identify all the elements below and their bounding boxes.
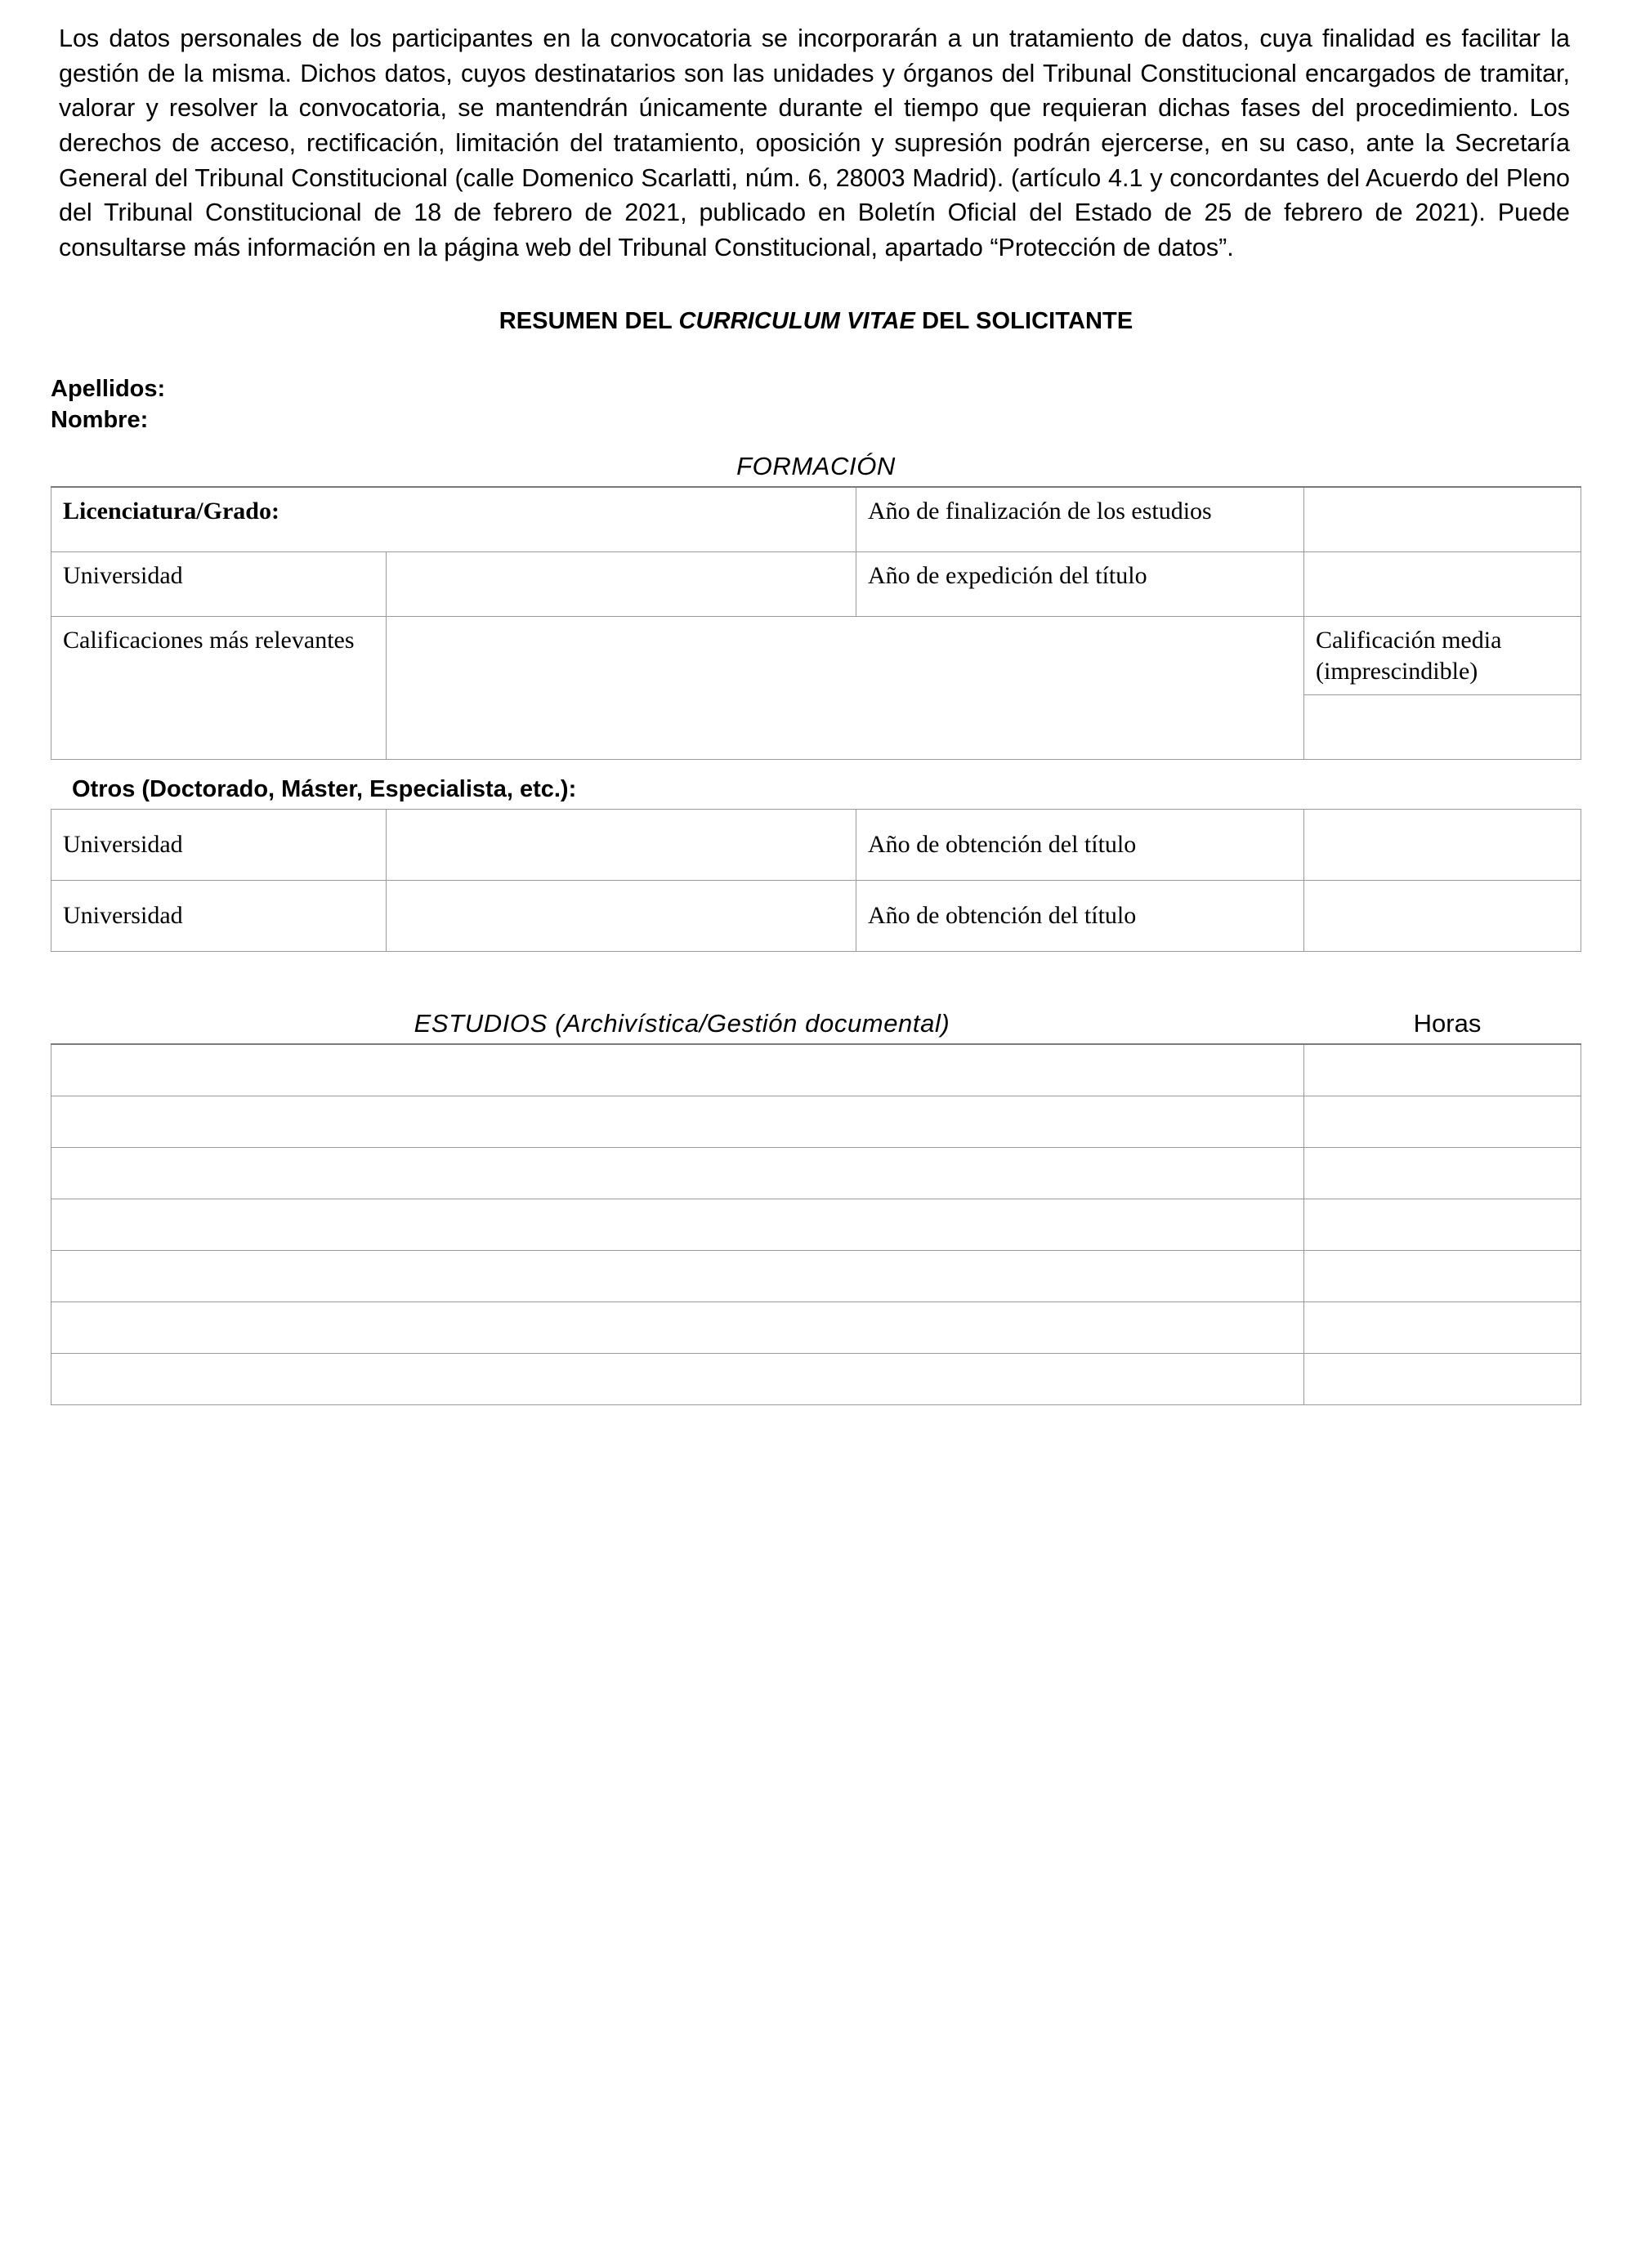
otros-row0-right-label: Año de obtención del título [856,810,1304,881]
formacion-row1-right-label: Año de expedición del título [856,552,1304,617]
privacy-notice-paragraph: Los datos personales de los participantes en la convocatoria se incorporarán a un tratamiento de datos, cuya finalidad es facilitar la gestión de la misma. Dichos datos, cuyos destinatarios son las unidades y órganos del Tribunal Constitucional encargados de tramitar, valorar y resolver la convocatoria, se mantendrán únicamente durante el tiempo que requieran dichas fases del procedimiento. Los derechos de acceso, rectificación, limitación del tratamiento, oposición y supresión podrán ejercerse, en su caso, ante la Secretaría General del Tribunal Constitucional (calle Domenico Scarlatti, núm. 6, 28003 Madrid). (artículo 4.1 y concordantes del Acuerdo del Pleno del Tribunal Constitucional de 18 de febrero de 2021, publicado en Boletín Oficial del Estado de 25 de febrero de 2021). Puede consultarse más información en la página web del Tribunal Constitucional, apartado “Protección de datos”. [59,25,1570,262]
formacion-heading: FORMACIÓN [736,452,896,481]
otros-row1-value[interactable] [387,881,856,952]
page-title [51,308,1581,335]
estudios-row0-estudio[interactable] [51,1044,1304,1096]
formacion-row0-label: Licenciatura/Grado: [51,487,856,552]
formacion-row0-right-label: Año de finalización de los estudios [856,487,1304,552]
cv-title-part3: DEL SOLICITANTE [914,307,1133,334]
estudios-header-row [51,1009,1581,1038]
formacion-row1-right-value[interactable] [1304,552,1581,617]
estudios-row5-estudio[interactable] [51,1302,1304,1354]
table-row [51,1251,1581,1302]
estudios-row6-estudio[interactable] [51,1354,1304,1405]
table-row [51,617,1581,695]
identity-fields [51,374,1581,435]
otros-row1-right-value[interactable] [1304,881,1581,952]
formacion-table [51,486,1581,760]
table-row [51,1302,1581,1354]
estudios-row2-estudio[interactable] [51,1148,1304,1199]
apellidos-colon: : [157,375,166,402]
table-row [51,1199,1581,1251]
estudios-row4-estudio[interactable] [51,1251,1304,1302]
estudios-horas-header: Horas [1413,1009,1482,1038]
estudios-row4-horas[interactable] [1304,1251,1581,1302]
otros-row1-label: Universidad [51,881,387,952]
formacion-row2-right-value[interactable] [1304,695,1581,760]
table-row [51,1044,1581,1096]
estudios-row0-horas[interactable] [1304,1044,1581,1096]
formacion-row2-right-label: Calificación media (imprescindible) [1304,617,1581,695]
nombre-label: Nombre [51,406,141,433]
estudios-table [51,1043,1581,1405]
otros-row1-right-label: Año de obtención del título [856,881,1304,952]
otros-table [51,809,1581,952]
estudios-row3-estudio[interactable] [51,1199,1304,1251]
estudios-row2-horas[interactable] [1304,1148,1581,1199]
table-row [51,881,1581,952]
otros-row0-label: Universidad [51,810,387,881]
table-row [51,552,1581,617]
estudios-row1-horas[interactable] [1304,1096,1581,1148]
apellidos-field [51,374,1581,405]
cv-title-part1: RESUMEN DEL [499,307,679,334]
estudios-row5-horas[interactable] [1304,1302,1581,1354]
table-row [51,1096,1581,1148]
formacion-row0-right-value[interactable] [1304,487,1581,552]
estudios-row6-horas[interactable] [1304,1354,1581,1405]
estudios-heading: ESTUDIOS (Archivística/Gestión documental) [414,1009,950,1038]
table-row [51,487,1581,552]
formacion-row1-value[interactable] [387,552,856,617]
estudios-row3-horas[interactable] [1304,1199,1581,1251]
nombre-field [51,405,1581,436]
otros-row0-value[interactable] [387,810,856,881]
table-row [51,810,1581,881]
otros-row0-right-value[interactable] [1304,810,1581,881]
formacion-row1-label: Universidad [51,552,387,617]
formacion-row2-label: Calificaciones más relevantes [51,617,387,760]
apellidos-label: Apellidos [51,375,158,402]
formacion-row2-value[interactable] [387,617,1304,760]
table-row [51,1354,1581,1405]
estudios-row1-estudio[interactable] [51,1096,1304,1148]
cv-title-italic: CURRICULUM VITAE [678,307,915,334]
nombre-colon: : [140,406,149,433]
otros-heading: Otros (Doctorado, Máster, Especialista, etc.): [72,776,577,803]
table-row [51,1148,1581,1199]
